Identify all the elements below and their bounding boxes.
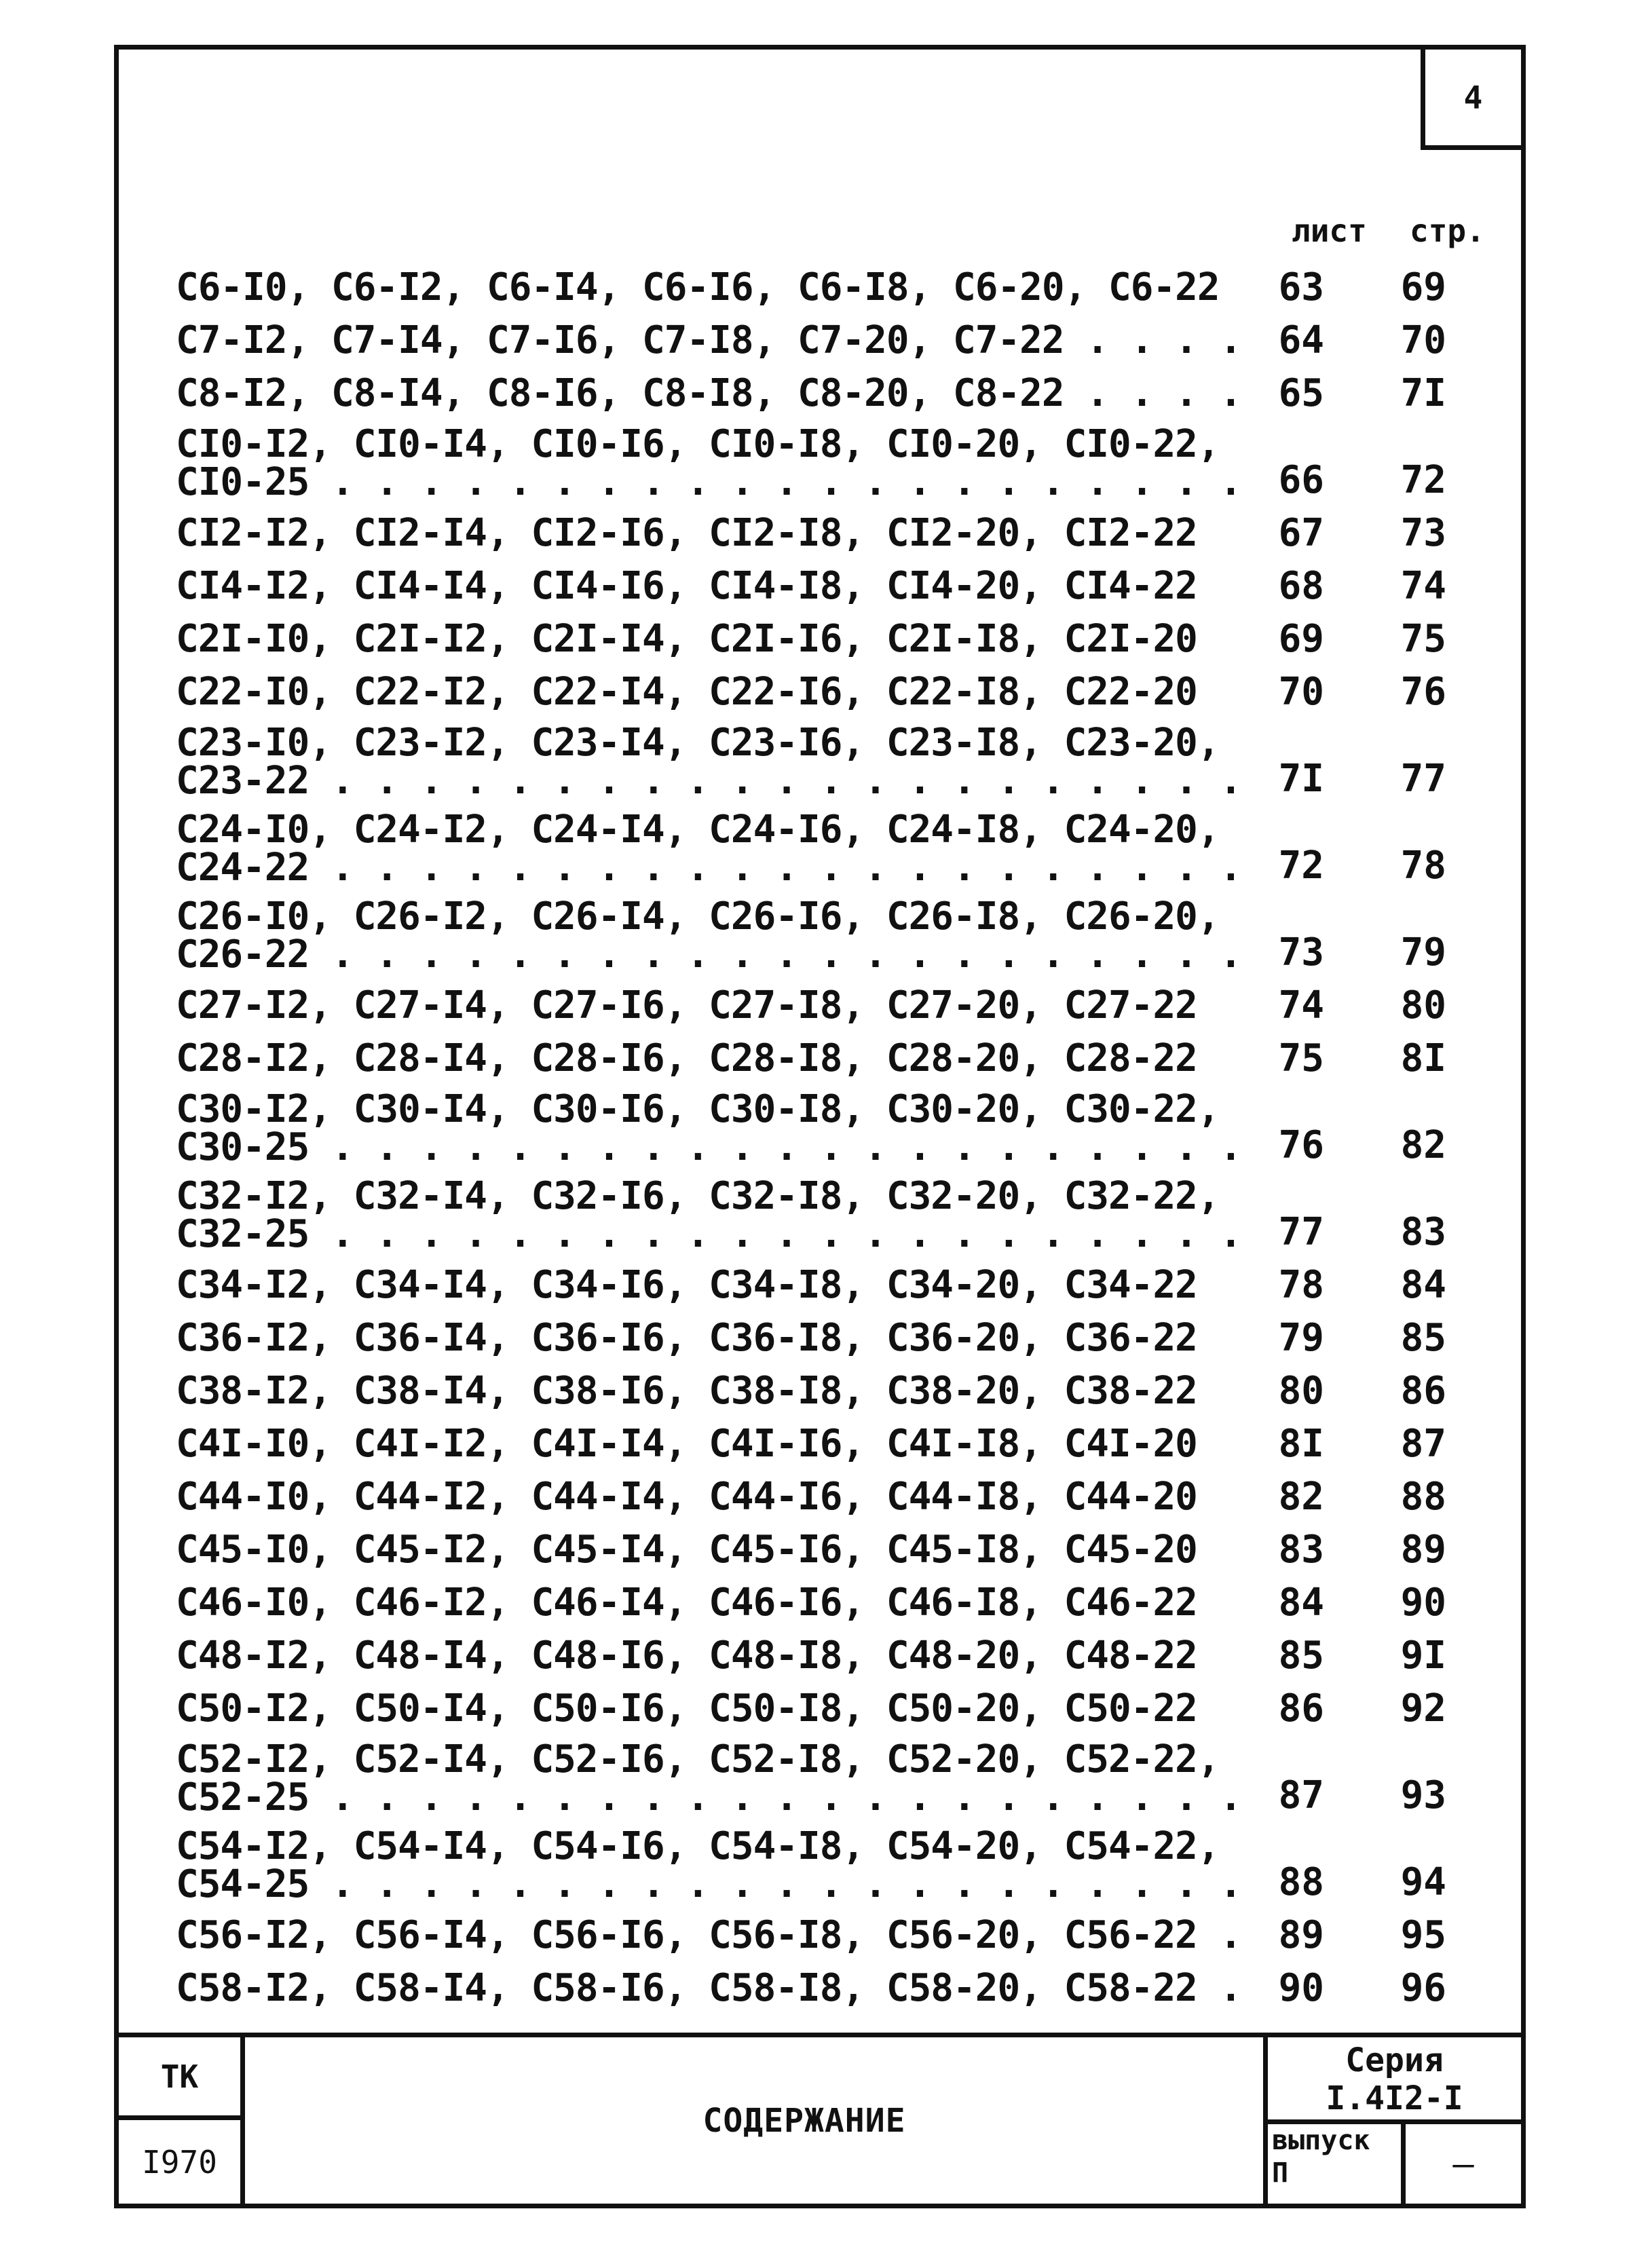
entry-text: С7-I2, С7-I4, С7-I6, С7-I8, С7-20, С7-22 . . . . [176,318,1242,362]
entry-text: С23-22 . . . . . . . . . . . . . . . . . . . . . [176,759,1242,803]
contents-entry [176,1914,1506,1957]
contents-entry [176,320,1506,362]
series-value: I.4I2-I [1326,2079,1463,2117]
document-title: СОДЕРЖАНИЕ [702,2101,906,2140]
contents-entry [176,565,1506,607]
entry-sheet-number: 80 [1278,1369,1324,1413]
organization-code: ТК [119,2037,245,2120]
entry-text: С36-I2, С36-I4, С36-I6, С36-I8, С36-20, С36-22 [176,1316,1197,1360]
entry-sheet-number: 84 [1278,1581,1324,1625]
entry-text: С22-I0, С22-I2, С22-I4, С22-I6, С22-I8, С22-20 [176,670,1197,714]
contents-entry [176,1824,1506,1906]
entry-page-number: 75 [1400,617,1446,661]
entry-text: С54-I2, С54-I4, С54-I6, С54-I8, С54-20, С54-22, [176,1824,1220,1868]
entry-page-number: 82 [1400,1123,1446,1167]
entry-sheet-number: 83 [1278,1528,1324,1572]
entry-page-number: 85 [1400,1316,1446,1360]
entry-text: С30-25 . . . . . . . . . . . . . . . . . . . . . [176,1125,1242,1169]
entry-text: С27-I2, С27-I4, С27-I6, С27-I8, С27-20, С27-22 [176,983,1197,1027]
contents-entry [176,1423,1506,1465]
entry-text: С34-I2, С34-I4, С34-I6, С34-I8, С34-20, С34-22 [176,1263,1197,1307]
contents-entry [176,1087,1506,1169]
entry-sheet-number: 70 [1278,670,1324,714]
contents-entry [176,1317,1506,1359]
entry-sheet-number: 89 [1278,1913,1324,1957]
entry-text: С45-I0, С45-I2, С45-I4, С45-I6, С45-I8, С45-20 [176,1528,1197,1572]
entry-sheet-number: 86 [1278,1686,1324,1731]
entry-text: С46-I0, С46-I2, С46-I4, С46-I6, С46-I8, С46-22 [176,1581,1197,1625]
entry-sheet-number: 88 [1278,1860,1324,1904]
contents-entry [176,1582,1506,1624]
contents-entry [176,808,1506,890]
entry-sheet-number: 78 [1278,1263,1324,1307]
entry-page-number: 83 [1400,1210,1446,1254]
entry-text: С8-I2, С8-I4, С8-I6, С8-I8, С8-20, С8-22 . . . . [176,371,1242,415]
entry-sheet-number: 79 [1278,1316,1324,1360]
entry-sheet-number: 87 [1278,1773,1324,1817]
entry-sheet-number: 68 [1278,564,1324,608]
contents-entry [176,1688,1506,1730]
entry-page-number: 77 [1400,757,1446,801]
entry-text: СI4-I2, СI4-I4, СI4-I6, СI4-I8, СI4-20, СI4-22 [176,564,1197,608]
entry-page-number: 90 [1400,1581,1446,1625]
entry-sheet-number: 66 [1278,458,1324,502]
entry-sheet-number: 76 [1278,1123,1324,1167]
entry-text: С48-I2, С48-I4, С48-I6, С48-I8, С48-20, С48-22 [176,1634,1197,1678]
entry-text: С52-25 . . . . . . . . . . . . . . . . . . . . . [176,1775,1242,1819]
entry-text: С56-I2, С56-I4, С56-I6, С56-I8, С56-20, С56-22 . [176,1913,1242,1957]
entry-text: С54-25 . . . . . . . . . . . . . . . . . . . . . [176,1862,1242,1906]
entry-text: С50-I2, С50-I4, С50-I6, С50-I8, С50-20, С50-22 [176,1686,1197,1731]
entry-sheet-number: 7I [1278,757,1324,801]
entry-page-number: 80 [1400,983,1446,1027]
entry-page-number: 86 [1400,1369,1446,1413]
contents-entry [176,1174,1506,1256]
entry-text: С44-I0, С44-I2, С44-I4, С44-I6, С44-I8, С44-20 [176,1475,1197,1519]
entry-page-number: 9I [1400,1634,1446,1678]
entry-text: С26-22 . . . . . . . . . . . . . . . . . . . . . [176,932,1242,977]
title-block [119,2033,1521,2204]
entry-text: С24-I0, С24-I2, С24-I4, С24-I6, С24-I8, С24-20, [176,808,1220,852]
entry-text: СI0-25 . . . . . . . . . . . . . . . . . . . . . [176,460,1242,504]
entry-page-number: 7I [1400,371,1446,415]
contents-entry [176,1264,1506,1306]
entry-page-number: 89 [1400,1528,1446,1572]
entry-text: С38-I2, С38-I4, С38-I6, С38-I8, С38-20, С38-22 [176,1369,1197,1413]
contents-entry [176,1967,1506,2010]
entry-page-number: 84 [1400,1263,1446,1307]
entry-page-number: 76 [1400,670,1446,714]
entry-page-number: 94 [1400,1860,1446,1904]
drawing-frame [114,45,1526,2208]
contents-entry [176,267,1506,309]
entry-page-number: 72 [1400,458,1446,502]
entry-page-number: 92 [1400,1686,1446,1731]
entry-page-number: 74 [1400,564,1446,608]
contents-entry [176,1370,1506,1412]
entry-text: С26-I0, С26-I2, С26-I4, С26-I6, С26-I8, С26-20, [176,894,1220,939]
contents-entry [176,1529,1506,1571]
contents-entry [176,1737,1506,1819]
entry-text: С23-I0, С23-I2, С23-I4, С23-I6, С23-I8, С23-20, [176,721,1220,765]
entry-sheet-number: 90 [1278,1966,1324,2010]
entry-text: С30-I2, С30-I4, С30-I6, С30-I8, С30-20, С30-22, [176,1087,1220,1131]
entry-page-number: 93 [1400,1773,1446,1817]
entry-text: С24-22 . . . . . . . . . . . . . . . . . . . . . [176,846,1242,890]
entry-page-number: 88 [1400,1475,1446,1519]
entry-text: С52-I2, С52-I4, С52-I6, С52-I8, С52-20, С52-22, [176,1737,1220,1781]
entry-sheet-number: 67 [1278,511,1324,555]
contents-entry [176,1038,1506,1080]
entry-text: С28-I2, С28-I4, С28-I6, С28-I8, С28-20, С28-22 [176,1036,1197,1080]
entry-sheet-number: 73 [1278,930,1324,975]
entry-page-number: 73 [1400,511,1446,555]
entry-sheet-number: 82 [1278,1475,1324,1519]
issue-label: выпуск [1272,2125,1370,2156]
entry-sheet-number: 77 [1278,1210,1324,1254]
page-number: 4 [1421,50,1521,150]
column-header-page: стр. [1410,212,1485,249]
entry-text: С4I-I0, С4I-I2, С4I-I4, С4I-I6, С4I-I8, С4I-20 [176,1422,1197,1466]
issue-cell [1263,2124,1406,2204]
contents-entry [176,1476,1506,1518]
series-label: Серия [1345,2041,1444,2079]
entry-page-number: 96 [1400,1966,1446,2010]
entry-page-number: 78 [1400,844,1446,888]
entry-sheet-number: 72 [1278,844,1324,888]
contents-entry [176,985,1506,1027]
entry-sheet-number: 69 [1278,617,1324,661]
entry-sheet-number: 63 [1278,265,1324,309]
entry-text: С32-I2, С32-I4, С32-I6, С32-I8, С32-20, С32-22, [176,1174,1220,1218]
series-cell [1263,2037,1521,2124]
contents-entry [176,671,1506,713]
entry-page-number: 8I [1400,1036,1446,1080]
entry-sheet-number: 64 [1278,318,1324,362]
entry-text: С2I-I0, С2I-I2, С2I-I4, С2I-I6, С2I-I8, С2I-20 [176,617,1197,661]
contents-entry [176,618,1506,660]
entry-text: С6-I0, С6-I2, С6-I4, С6-I6, С6-I8, С6-20, С6-22 [176,265,1220,309]
sheet-dash: — [1452,2143,1474,2185]
entry-page-number: 79 [1400,930,1446,975]
entry-page-number: 69 [1400,265,1446,309]
entry-text: С32-25 . . . . . . . . . . . . . . . . . . . . . [176,1212,1242,1256]
entry-page-number: 70 [1400,318,1446,362]
issue-value: П [1272,2157,1289,2189]
year: I970 [119,2120,245,2204]
entry-page-number: 95 [1400,1913,1446,1957]
column-header-sheet: лист [1292,212,1367,249]
contents-entry [176,512,1506,554]
entry-page-number: 87 [1400,1422,1446,1466]
contents-list [176,267,1506,2020]
entry-sheet-number: 85 [1278,1634,1324,1678]
entry-text: СI2-I2, СI2-I4, СI2-I6, СI2-I8, СI2-20, СI2-22 [176,511,1197,555]
contents-entry [176,422,1506,504]
entry-sheet-number: 74 [1278,983,1324,1027]
contents-entry [176,894,1506,977]
entry-text: СI0-I2, СI0-I4, СI0-I6, СI0-I8, СI0-20, СI0-22, [176,422,1220,466]
contents-entry [176,373,1506,415]
contents-entry [176,721,1506,803]
contents-entry [176,1635,1506,1677]
entry-sheet-number: 75 [1278,1036,1324,1080]
entry-text: С58-I2, С58-I4, С58-I6, С58-I8, С58-20, С58-22 . [176,1966,1242,2010]
entry-sheet-number: 8I [1278,1422,1324,1466]
entry-sheet-number: 65 [1278,371,1324,415]
